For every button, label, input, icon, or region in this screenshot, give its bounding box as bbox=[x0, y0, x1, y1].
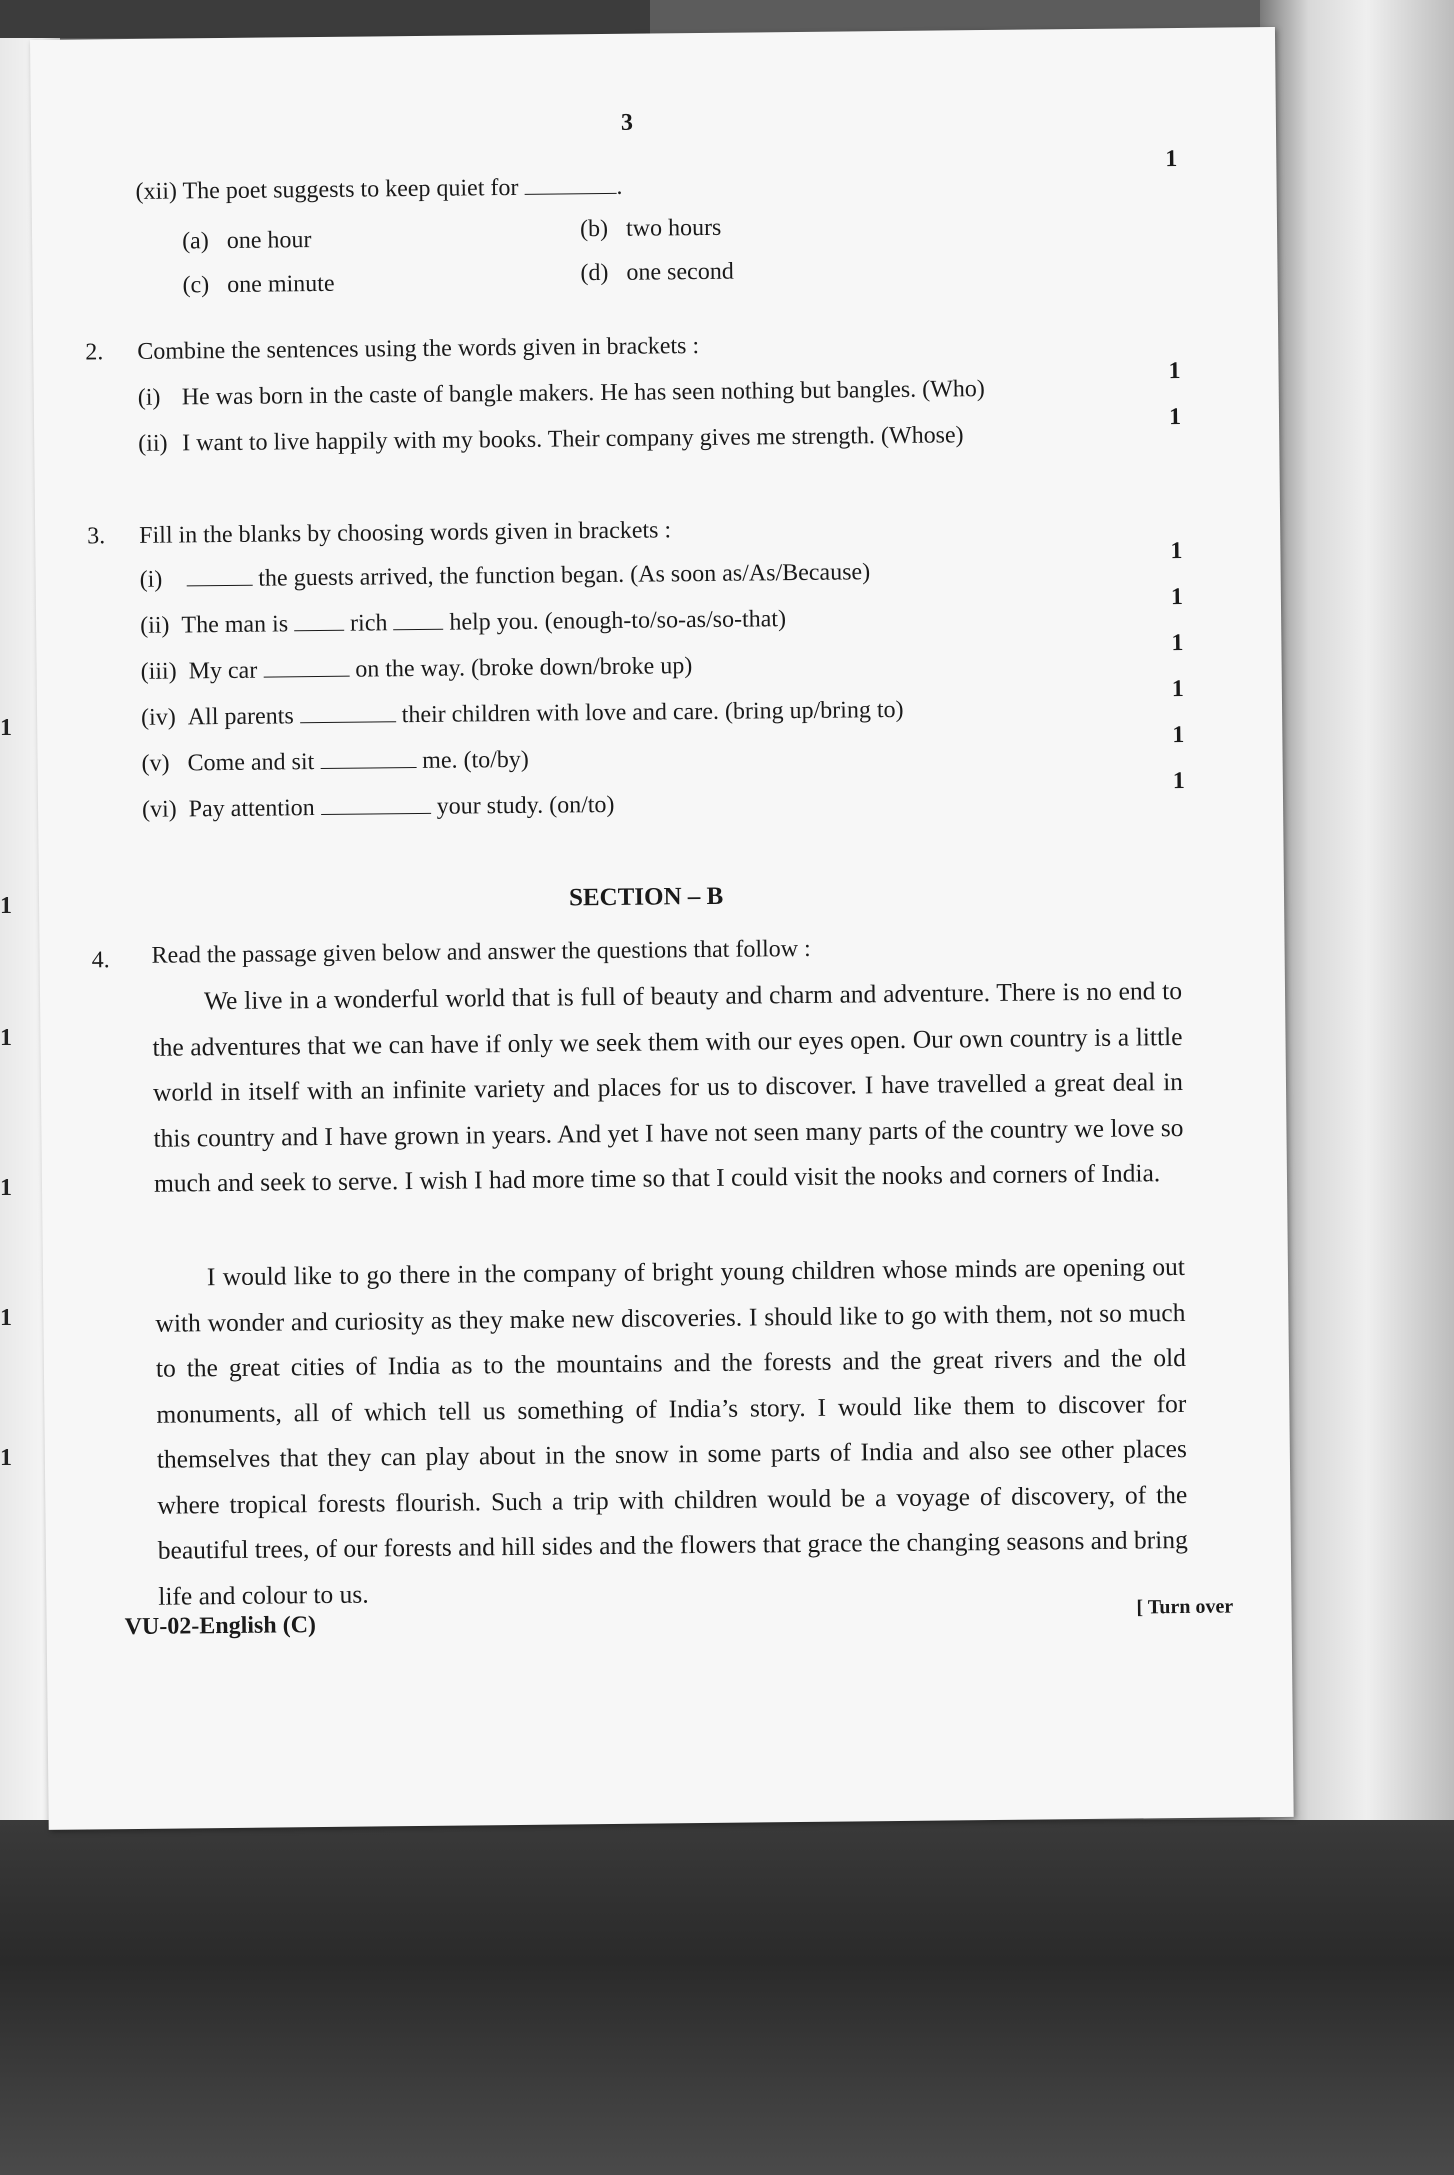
q2-item-label: (i) bbox=[137, 384, 161, 411]
item-label: (vi) bbox=[141, 796, 177, 823]
option-a bbox=[182, 227, 312, 255]
exam-page bbox=[30, 27, 1294, 1830]
item-text: help you. (enough-to/so-as/so-that) bbox=[449, 606, 787, 636]
item-label: (i) bbox=[139, 566, 163, 593]
background-bottom-fabric bbox=[0, 1820, 1454, 2175]
margin-mark: 1 bbox=[0, 893, 12, 919]
option-label: (d) bbox=[580, 259, 609, 287]
item-text: the guests arrived, the function began. (As soon as/As/Because) bbox=[258, 559, 871, 592]
marks: 1 bbox=[1171, 675, 1184, 703]
q3-item bbox=[140, 559, 871, 594]
marks: 1 bbox=[1170, 537, 1183, 565]
option-text: one hour bbox=[226, 227, 312, 254]
item-label: (iv) bbox=[140, 704, 176, 731]
margin-mark: 1 bbox=[0, 1175, 12, 1201]
q2-item-text: I want to live happily with my books. Their company gives me strength. (Whose) bbox=[182, 422, 964, 457]
marks-q12: 1 bbox=[1165, 145, 1178, 173]
option-text: two hours bbox=[625, 214, 722, 242]
question-xii bbox=[135, 174, 622, 206]
item-text: Come and sit bbox=[187, 749, 315, 777]
item-label: (iii) bbox=[140, 658, 177, 685]
marks: 1 bbox=[1171, 629, 1184, 657]
background-dark-strip bbox=[0, 0, 650, 38]
item-text: My car bbox=[188, 657, 258, 685]
answer-blank bbox=[263, 658, 349, 678]
passage-paragraph: I would like to go there in the company of bright young children whose minds are opening out with wonder and curiosity as they make new discoveries. I should like to go with them, not so much to the great cities of India as to the mountains and the forests and the great rivers and the old monuments, all of which tell us something of India’s story. I would like them to discover for themselves that they can play about in the snow in some parts of India and also see other places where tropical forests flourish. Such a trip with children would be a voyage of discovery, of the beautiful trees, of our forests and hill sides and the flowers that grace the changing seasons and bring life and colour to us. bbox=[155, 1251, 1188, 1611]
q3-item bbox=[141, 747, 529, 778]
option-label: (c) bbox=[182, 272, 210, 299]
answer-blank bbox=[294, 612, 344, 632]
option-c bbox=[182, 271, 334, 300]
item-label: (v) bbox=[141, 750, 170, 777]
answer-blank bbox=[300, 703, 396, 723]
item-text: The man is bbox=[181, 611, 289, 639]
option-text: one minute bbox=[227, 270, 335, 298]
passage-paragraph: We live in a wonderful world that is full of beauty and charm and adventure. There is no end to the adventures that we can have if only we seek them with our eyes open. Our own country is a little world in itself with an infinite variety and places for us to discover. I have travelled a great deal in this country and I have grown in years. And yet I have not seen many parts of the country we love so much and seek to serve. I wish I had more time so that I could visit the nooks and corners of India. bbox=[152, 975, 1184, 1198]
question-number-4: 4. bbox=[91, 947, 110, 974]
margin-mark: 1 bbox=[0, 1445, 12, 1471]
q3-instruction: Fill in the blanks by choosing words given in brackets : bbox=[139, 517, 672, 549]
option-label: (b) bbox=[579, 215, 609, 243]
option-label: (a) bbox=[181, 228, 209, 255]
item-label: (ii) bbox=[140, 612, 170, 639]
question-label: (xii) bbox=[135, 178, 178, 205]
option-b bbox=[580, 215, 722, 243]
question-number-3: 3. bbox=[87, 523, 106, 550]
question-text: The poet suggests to keep quiet for bbox=[182, 174, 519, 205]
answer-blank bbox=[524, 175, 616, 195]
question-end: . bbox=[616, 173, 623, 200]
option-d bbox=[580, 259, 734, 288]
marks: 1 bbox=[1168, 357, 1181, 385]
answer-blank bbox=[186, 567, 252, 587]
option-text: one second bbox=[626, 258, 734, 286]
q4-instruction: Read the passage given below and answer the questions that follow : bbox=[151, 935, 811, 969]
item-text: rich bbox=[349, 610, 388, 637]
item-text: All parents bbox=[187, 703, 294, 731]
answer-blank bbox=[321, 795, 431, 815]
answer-blank bbox=[393, 611, 443, 631]
q3-item bbox=[140, 606, 786, 640]
margin-mark: 1 bbox=[0, 1305, 12, 1331]
marks: 1 bbox=[1168, 403, 1182, 431]
item-text: your study. (on/to) bbox=[436, 791, 615, 820]
turn-over: [ Turn over bbox=[1136, 1595, 1234, 1619]
item-text: their children with love and care. (bring up/bring to) bbox=[401, 696, 904, 729]
q3-item bbox=[140, 653, 692, 686]
paper-code: VU-02-English (C) bbox=[124, 1612, 317, 1641]
page-number: 3 bbox=[620, 109, 634, 136]
q3-item bbox=[142, 792, 615, 824]
marks: 1 bbox=[1172, 767, 1185, 795]
marks: 1 bbox=[1172, 721, 1185, 749]
item-text: Pay attention bbox=[188, 795, 315, 823]
margin-mark: 1 bbox=[0, 1025, 12, 1051]
q3-item bbox=[141, 697, 904, 732]
margin-mark: 1 bbox=[0, 715, 12, 741]
q2-item-label: (ii) bbox=[138, 430, 168, 457]
item-text: me. (to/by) bbox=[422, 746, 529, 774]
item-text: on the way. (broke down/broke up) bbox=[355, 653, 693, 683]
q2-item-text: He was born in the caste of bangle makers. He has seen nothing but bangles. (Who) bbox=[181, 376, 985, 411]
answer-blank bbox=[320, 749, 416, 769]
question-number-2: 2. bbox=[85, 339, 104, 366]
section-heading: SECTION – B bbox=[568, 882, 724, 912]
q2-instruction: Combine the sentences using the words given in brackets : bbox=[137, 333, 700, 365]
marks: 1 bbox=[1170, 583, 1184, 611]
